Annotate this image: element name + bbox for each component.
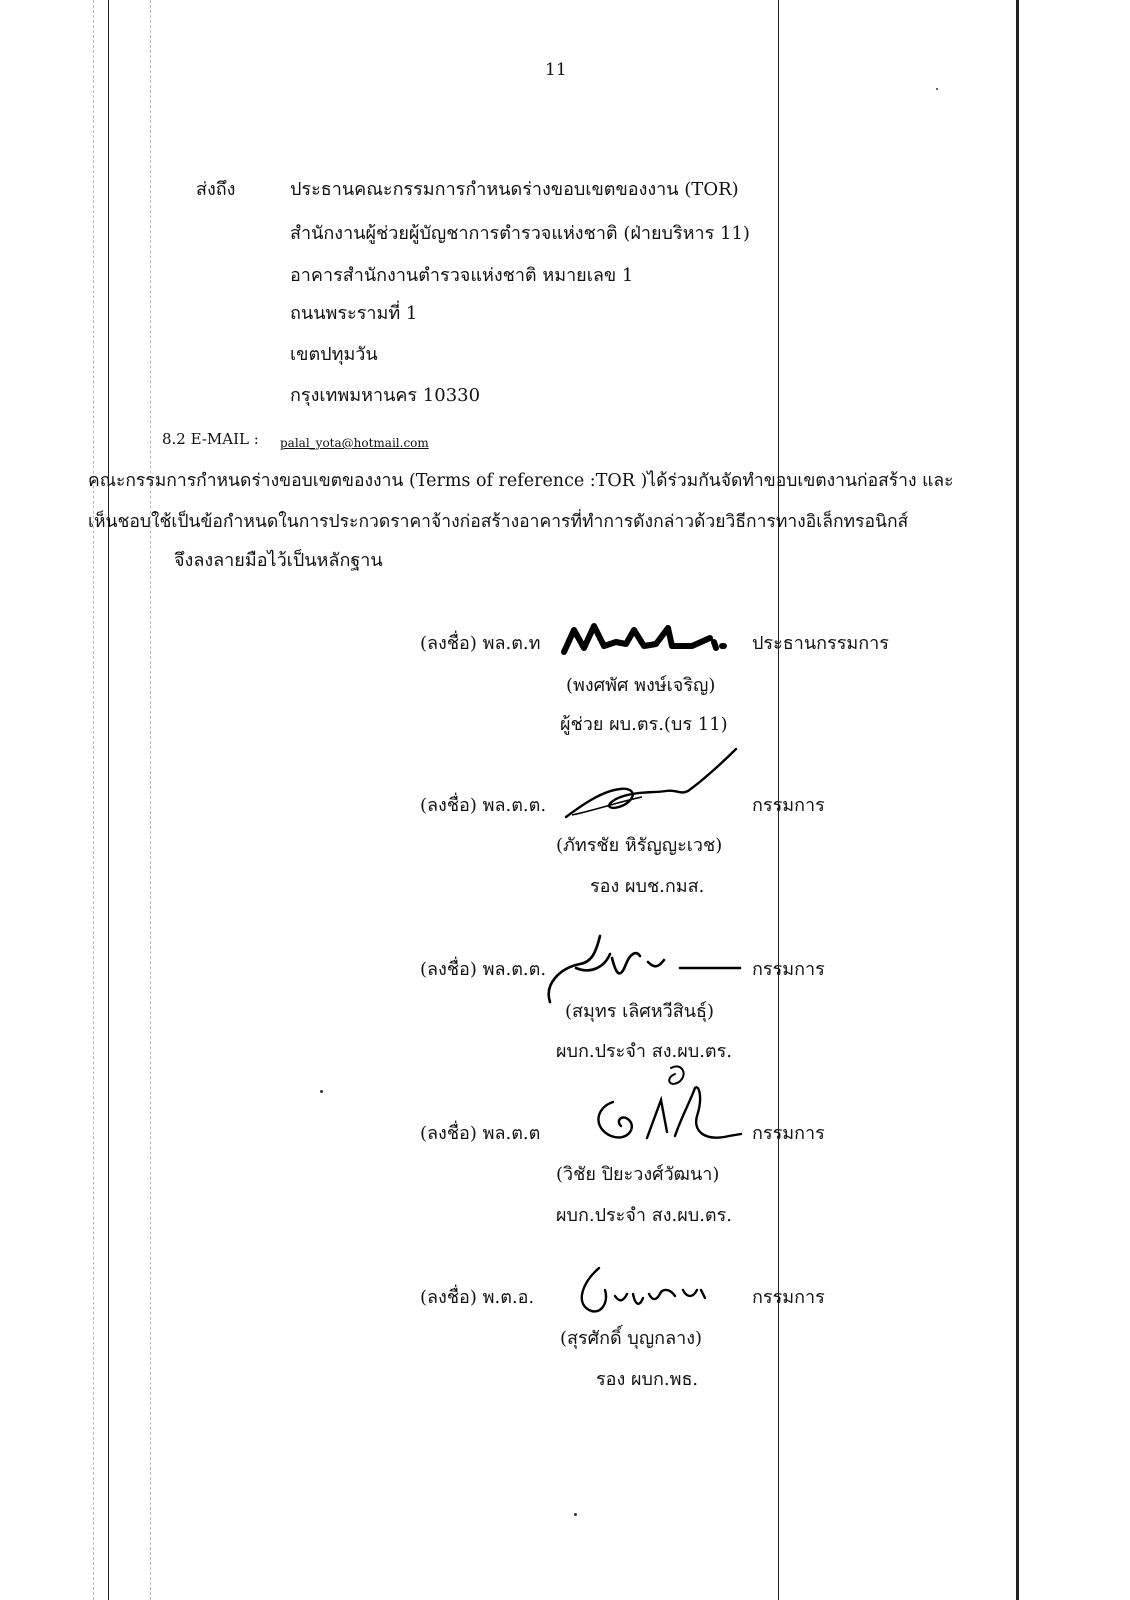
signature-image [575, 1262, 715, 1318]
signatory-position: ผบก.ประจำ สง.ผบ.ตร. [556, 1041, 733, 1062]
statement-line: คณะกรรมการกำหนดร่างขอบเขตของงาน (Terms of reference :TOR )ได้ร่วมกันจัดทำขอบเขตงานก่อสร้าง และ [88, 471, 954, 491]
address-label: ส่งถึง [196, 179, 236, 200]
page-number: 11 [545, 60, 567, 80]
address-line: กรุงเทพมหานคร 10330 [290, 385, 481, 406]
scan-speck [320, 1090, 323, 1093]
email-label: 8.2 E-MAIL : [162, 430, 259, 448]
signatory-prefix: (ลงชื่อ) พ.ต.อ. [420, 1287, 535, 1308]
scan-line-right [1016, 0, 1019, 1600]
signatory-name: (สมุทร เลิศหวีสินธุ์) [565, 1001, 715, 1022]
signatory-role: ประธานกรรมการ [752, 633, 889, 654]
signature-image [560, 618, 730, 658]
signatory-role: กรรมการ [752, 795, 825, 816]
scan-speck [936, 88, 938, 90]
signatory-position: รอง ผบก.พธ. [596, 1369, 699, 1390]
statement-line: จึงลงลายมือไว้เป็นหลักฐาน [174, 550, 383, 571]
signatory-position: รอง ผบช.กมส. [590, 876, 705, 897]
address-line: สำนักงานผู้ช่วยผู้บัญชาการตำรวจแห่งชาติ (ฝ่ายบริหาร 11) [290, 223, 750, 244]
signatory-prefix: (ลงชื่อ) พล.ต.ต [420, 1123, 541, 1144]
signatory-name: (สุรศักดิ์ บุญกลาง) [560, 1328, 703, 1349]
address-line: อาคารสำนักงานตำรวจแห่งชาติ หมายเลข 1 [290, 265, 634, 286]
signatory-name: (วิชัย ปิยะวงศ์วัฒนา) [556, 1164, 720, 1185]
signatory-role: กรรมการ [752, 1287, 825, 1308]
signatory-name: (พงศพัศ พงษ์เจริญ) [566, 675, 716, 696]
scan-speck [574, 1513, 577, 1516]
signature-image [562, 745, 742, 825]
scan-line-left-margin [150, 0, 151, 1600]
address-line: ประธานคณะกรรมการกำหนดร่างขอบเขตของงาน (TOR) [290, 179, 739, 200]
signatory-prefix: (ลงชื่อ) พล.ต.ต. [420, 795, 547, 816]
signatory-name: (ภัทรชัย หิรัญญะเวช) [556, 835, 723, 856]
scan-line-left [108, 0, 109, 1600]
signatory-position: ผู้ช่วย ผบ.ตร.(บร 11) [560, 714, 728, 735]
signatory-prefix: (ลงชื่อ) พล.ต.ต. [420, 959, 547, 980]
email-link[interactable]: palal_yota@hotmail.com [280, 436, 429, 450]
scan-line-left-faint [93, 0, 94, 1600]
signatory-role: กรรมการ [752, 1123, 825, 1144]
signatory-prefix: (ลงชื่อ) พล.ต.ท [420, 633, 541, 654]
address-line: ถนนพระรามที่ 1 [290, 303, 418, 324]
signatory-role: กรรมการ [752, 959, 825, 980]
address-line: เขตปทุมวัน [290, 344, 378, 365]
statement-line: เห็นชอบใช้เป็นข้อกำหนดในการประกวดราคาจ้างก่อสร้างอาคารที่ทำการดังกล่าวด้วยวิธีการทางอิเล็กทรอนิกส์ [88, 512, 909, 532]
signatory-position: ผบก.ประจำ สง.ผบ.ตร. [556, 1205, 733, 1226]
signature-image [585, 1058, 755, 1158]
